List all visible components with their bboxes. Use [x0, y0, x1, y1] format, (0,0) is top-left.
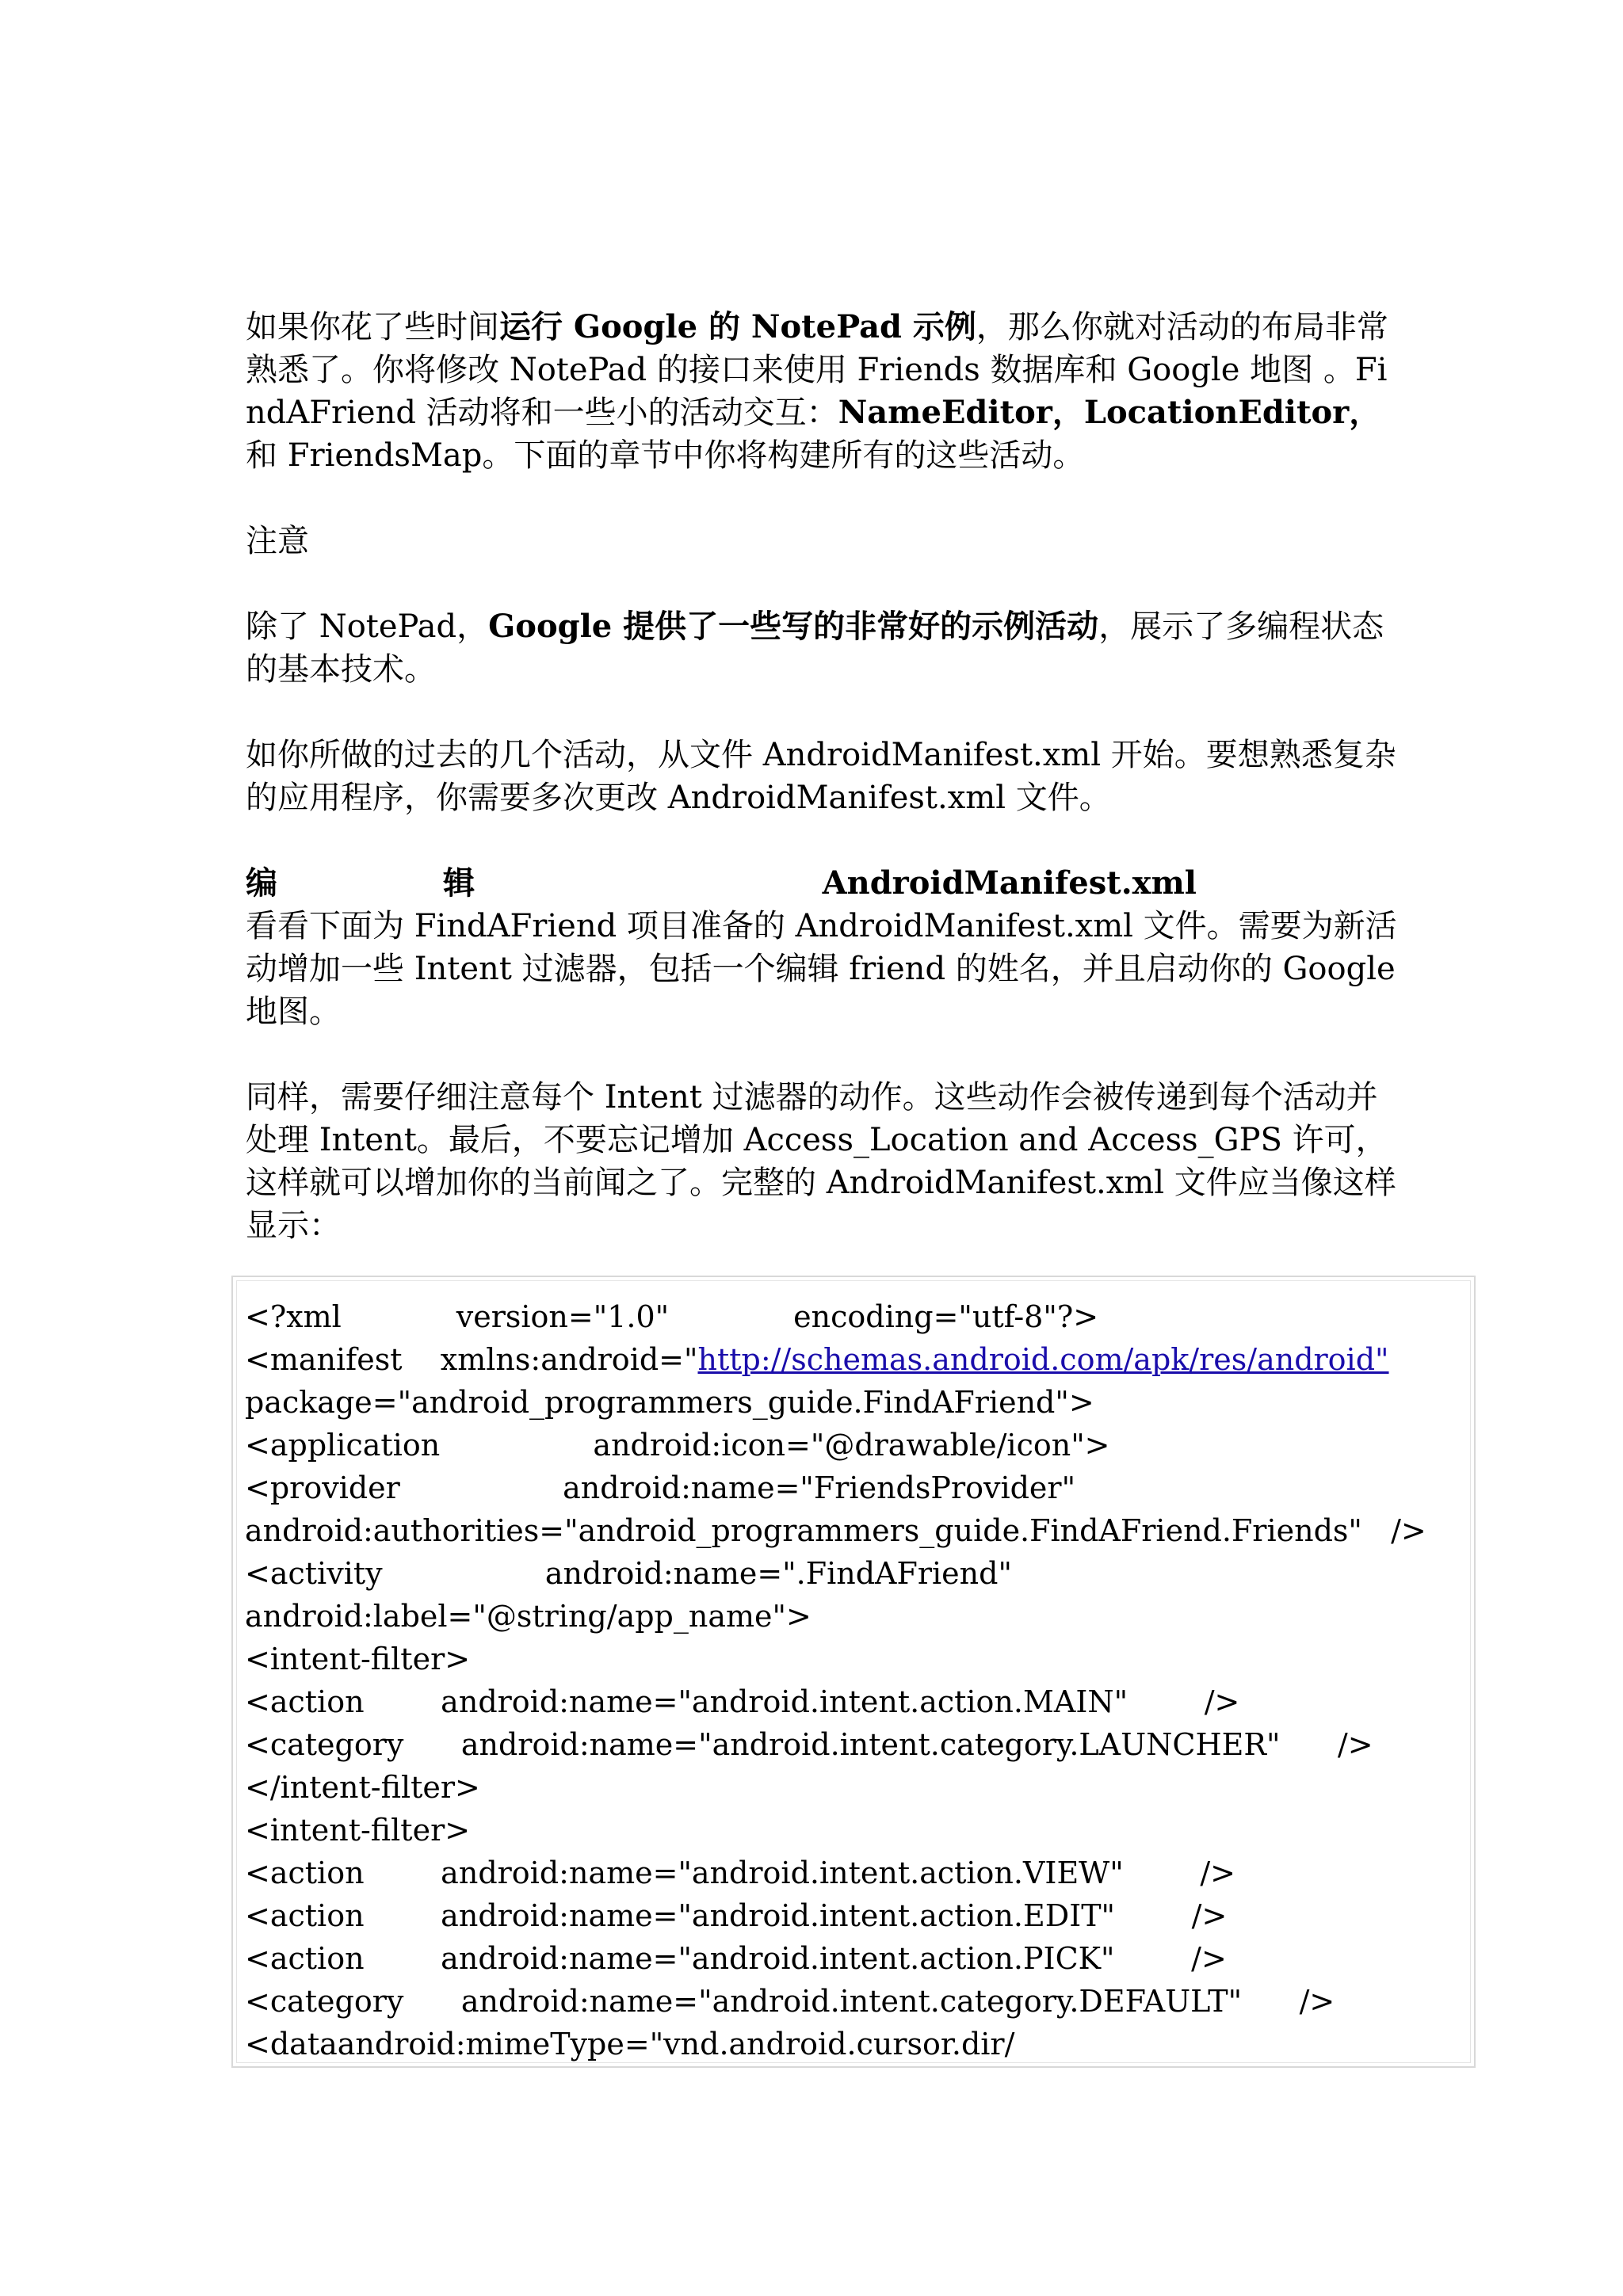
- code-line: <provider android:name="FriendsProvider": [245, 1470, 1076, 1505]
- code-line: <activity android:name=".FindAFriend": [245, 1556, 1012, 1591]
- code-block: [231, 1276, 1476, 2068]
- note-text-a: 除了 NotePad，: [246, 608, 489, 645]
- code-line: android:label="@string/app_name">: [245, 1599, 812, 1634]
- code-line: </intent-filter>: [245, 1770, 480, 1805]
- code-line-text: <manifest xmlns:android=": [245, 1342, 698, 1377]
- heading-word-1: 编: [246, 864, 277, 902]
- code-line: <action android:name="android.intent.action.EDIT" />: [245, 1898, 1228, 1933]
- code-line: <action android:name="android.intent.action.PICK" />: [245, 1941, 1227, 1976]
- note-text-c: ，展示了多编程状态的基本技术。: [246, 608, 1384, 688]
- note-text-bold: Google 提供了一些写的非常好的示例活动: [488, 608, 1099, 645]
- code-line: <application android:icon="@drawable/icon">: [245, 1428, 1110, 1463]
- intent-filter-paragraph: 同样，需要仔细注意每个 Intent 过滤器的动作。这些动作会被传递到每个活动并处理 Intent。最后，不要忘记增加 Access_Location and Access_GPS 许可，这样就可以增加你的当前闻之了。完整的 AndroidManifest.xml 文件应当像这样显示：: [246, 1079, 1396, 1244]
- intro-text-a: 如果你花了些时间: [246, 309, 499, 345]
- intro-activity-names: NameEditor，LocationEditor，: [838, 394, 1381, 431]
- section-heading: [246, 862, 1197, 905]
- manifest-description-paragraph: 看看下面为 FindAFriend 项目准备的 AndroidManifest.xml 文件。需要为新活动增加一些 Intent 过滤器，包括一个编辑 friend 的姓名，并且启动你的 Google 地图。: [246, 908, 1397, 1030]
- code-line: [245, 1338, 1470, 1381]
- code-line: <category android:name="android.intent.category.LAUNCHER" />: [245, 1727, 1373, 1762]
- intro-text-e: 和 FriendsMap。下面的章节中你将构建所有的这些活动。: [246, 437, 1085, 474]
- code-line: <action android:name="android.intent.action.VIEW" />: [245, 1855, 1235, 1890]
- manifest-intro-paragraph: 如你所做的过去的几个活动，从文件 AndroidManifest.xml 开始。要想熟悉复杂的应用程序，你需要多次更改 AndroidManifest.xml 文件。: [246, 737, 1396, 816]
- code-line: <dataandroid:mimeType="vnd.android.cursor.dir/: [245, 2027, 1015, 2061]
- code-line: package="android_programmers_guide.FindAFriend">: [245, 1385, 1094, 1420]
- note-paragraph: [246, 605, 1403, 691]
- code-line: android:authorities="android_programmers_guide.FindAFriend.Friends" />: [245, 1513, 1426, 1548]
- intro-text-c: ，那么你就对活动的布局非常熟悉了。你将修改 NotePad 的接口来使用 Friends 数据库和 Google 地图 。FindAFriend 活动将和一些小的活动交互：: [246, 309, 1388, 431]
- code-line: <intent-filter>: [245, 1642, 471, 1676]
- heading-word-2: 辑: [443, 864, 475, 902]
- heading-word-3: AndroidManifest.xml: [822, 864, 1197, 902]
- schema-url-link[interactable]: http://schemas.android.com/apk/res/android": [697, 1342, 1389, 1377]
- code-line: <action android:name="android.intent.action.MAIN" />: [245, 1684, 1240, 1719]
- notepad-sample-link-text: 运行 Google 的 NotePad 示例: [499, 308, 976, 345]
- code-line: <?xml version="1.0" encoding="utf-8"?>: [245, 1299, 1099, 1334]
- intro-paragraph: [246, 306, 1403, 477]
- document-body: [246, 306, 1403, 1290]
- code-block-inner: [236, 1280, 1471, 2063]
- code-line: <category android:name="android.intent.category.DEFAULT" />: [245, 1984, 1335, 2019]
- note-label: 注意: [246, 523, 309, 559]
- code-line: <intent-filter>: [245, 1813, 471, 1848]
